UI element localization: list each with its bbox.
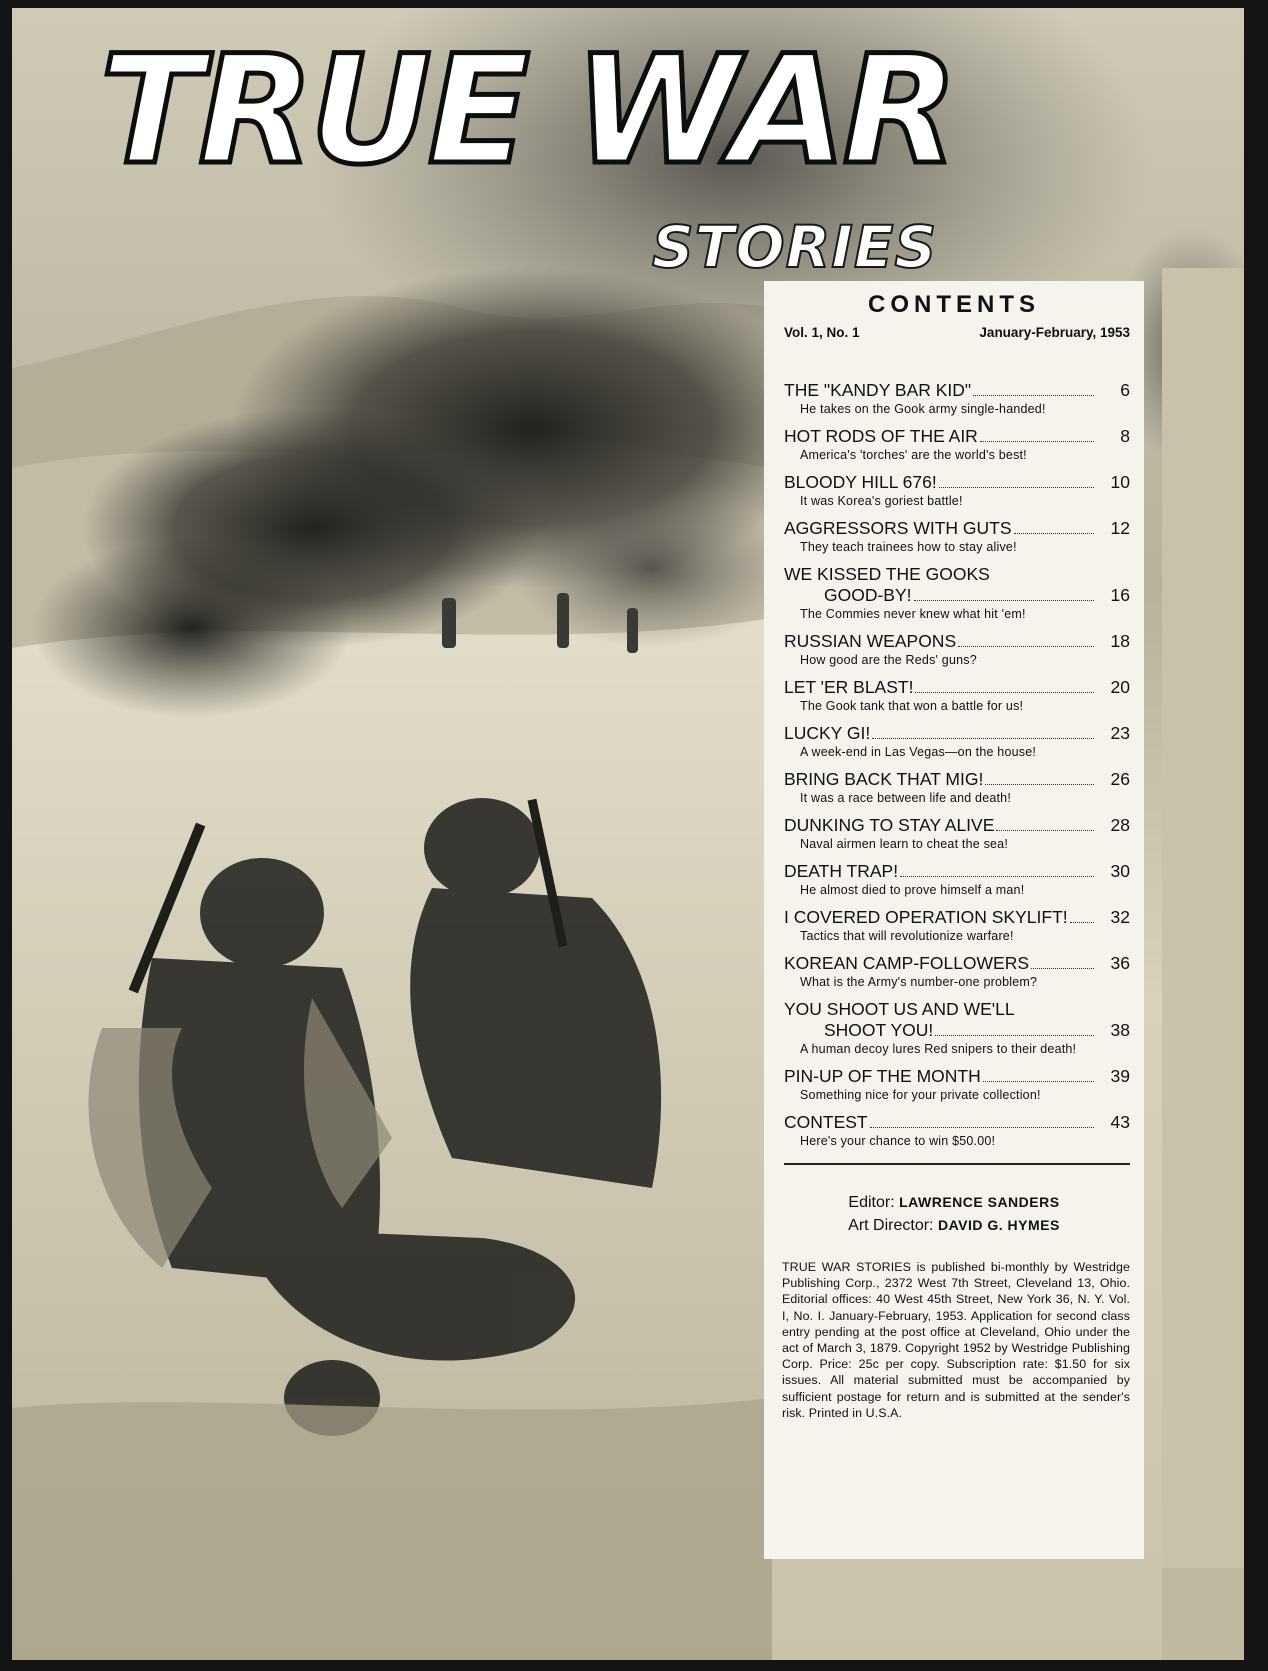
toc-entry[interactable] [764,861,1144,898]
toc-description: The Commies never knew what hit 'em! [800,607,1026,621]
toc-description: He takes on the Gook army single-handed! [800,402,1046,416]
toc-leader [985,783,1094,785]
staff-credits [764,1191,1144,1237]
toc-entry[interactable] [764,769,1144,806]
toc-leader [915,691,1094,693]
toc-leader [973,394,1094,396]
art-director-credit [764,1214,1144,1237]
toc-page-number: 30 [1110,861,1130,881]
toc-leader [1014,532,1094,534]
editor-label: Editor: [848,1194,895,1211]
toc-page-number: 28 [1110,815,1130,835]
toc-leader [958,645,1094,647]
toc-description: How good are the Reds' guns? [800,653,977,667]
toc-title-continued: SHOOT YOU! [824,1020,934,1040]
toc-leader [939,486,1094,488]
toc-title: I COVERED OPERATION SKYLIFT! [784,907,1068,927]
toc-title: YOU SHOOT US AND WE'LL [784,999,1015,1019]
toc-entry[interactable] [764,815,1144,852]
toc-page-number: 36 [1110,953,1130,973]
toc-page-number: 26 [1110,769,1130,789]
toc-entry[interactable] [764,677,1144,714]
toc-title: RUSSIAN WEAPONS [784,631,957,651]
toc-entry[interactable] [764,1112,1144,1149]
toc-entry[interactable] [764,1066,1144,1103]
art-director-name: DAVID G. HYMES [937,1217,1060,1233]
toc-leader [996,829,1094,831]
toc-title: LET 'ER BLAST! [784,677,914,697]
toc-entry[interactable] [764,380,1144,417]
toc-page-number: 12 [1110,518,1130,538]
toc-description: Something nice for your private collection! [800,1088,1041,1102]
toc-entry[interactable] [764,426,1144,463]
toc-leader [983,1080,1094,1082]
toc-title: LUCKY GI! [784,723,871,743]
toc-entry[interactable] [764,953,1144,990]
toc-description: Tactics that will revolutionize warfare! [800,929,1014,943]
toc-page-number: 39 [1110,1066,1130,1086]
toc-title: CONTEST [784,1112,868,1132]
toc-page-number: 8 [1120,426,1130,446]
toc-description: What is the Army's number-one problem? [800,975,1038,989]
toc-description: He almost died to prove himself a man! [800,883,1025,897]
toc-title: WE KISSED THE GOOKS [784,564,990,584]
toc-title: HOT RODS OF THE AIR [784,426,978,446]
contents-panel [764,281,1144,1559]
toc-leader [1070,921,1094,923]
toc-title: PIN-UP OF THE MONTH [784,1066,981,1086]
editor-name: LAWRENCE SANDERS [899,1194,1060,1210]
art-director-label: Art Director: [848,1217,934,1234]
toc-description: They teach trainees how to stay alive! [800,540,1017,554]
toc-title: DEATH TRAP! [784,861,899,881]
toc-title: KOREAN CAMP-FOLLOWERS [784,953,1030,973]
toc-description: Here's your chance to win $50.00! [800,1134,996,1148]
issue-date: January-February, 1953 [979,325,1130,340]
toc-page-number: 6 [1120,380,1130,400]
toc-leader [914,599,1094,601]
volume-number: Vol. 1, No. 1 [784,325,860,340]
toc-description: The Gook tank that won a battle for us! [800,699,1024,713]
toc-description: A week-end in Las Vegas—on the house! [800,745,1037,759]
toc-leader [935,1034,1094,1036]
toc-page-number: 32 [1110,907,1130,927]
table-of-contents [764,380,1144,1149]
toc-page-number: 18 [1110,631,1130,651]
toc-entry[interactable] [764,564,1144,622]
toc-description: America's 'torches' are the world's best! [800,448,1027,462]
toc-entry[interactable] [764,999,1144,1057]
toc-page-number: 43 [1110,1112,1130,1132]
toc-title: DUNKING TO STAY ALIVE [784,815,995,835]
toc-title: BLOODY HILL 676! [784,472,937,492]
toc-entry[interactable] [764,631,1144,668]
magazine-page [12,8,1244,1660]
toc-leader [872,737,1094,739]
editor-credit [764,1191,1144,1214]
toc-page-number: 20 [1110,677,1130,697]
magazine-subtitle: STORIES [652,213,938,281]
toc-title: BRING BACK THAT MIG! [784,769,984,789]
toc-leader [980,440,1094,442]
issue-info [764,319,1144,340]
toc-title: THE "KANDY BAR KID" [784,380,972,400]
toc-description: It was a race between life and death! [800,791,1012,805]
toc-page-number: 10 [1110,472,1130,492]
toc-description: A human decoy lures Red snipers to their death! [800,1042,1077,1056]
toc-page-number: 23 [1110,723,1130,743]
toc-entry[interactable] [764,472,1144,509]
toc-leader [870,1126,1094,1128]
contents-heading: CONTENTS [868,291,1040,318]
toc-page-number: 16 [1110,585,1130,605]
toc-entry[interactable] [764,723,1144,760]
toc-leader [1031,967,1094,969]
toc-page-number: 38 [1110,1020,1130,1040]
toc-description: It was Korea's goriest battle! [800,494,963,508]
toc-entry[interactable] [764,518,1144,555]
publication-imprint: TRUE WAR STORIES is published bi-monthly by Westridge Publishing Corp., 2372 West 7th Street, Cleveland 13, Ohio. Editorial offices: 40 West 45th Street, New York 36, N. Y. Vol. I, No. I. January-February, 1953. Application for second class entry pending at the post office at Cleveland, Ohio under the act of March 3, 1879. Copyright 1952 by Westridge Publishing Corp. Price: 25c per copy. Subscription rate: $1.50 for six issues. All material submitted must be accompanied by sufficient postage for return and is submitted at the sender's risk. Printed in U.S.A. [782,1260,1130,1420]
toc-title: AGGRESSORS WITH GUTS [784,518,1012,538]
toc-description: Naval airmen learn to cheat the sea! [800,837,1009,851]
toc-title-continued: GOOD-BY! [824,585,912,605]
divider-rule [784,1163,1130,1165]
toc-entry[interactable] [764,907,1144,944]
toc-leader [900,875,1094,877]
magazine-title: TRUE WAR [100,24,955,198]
